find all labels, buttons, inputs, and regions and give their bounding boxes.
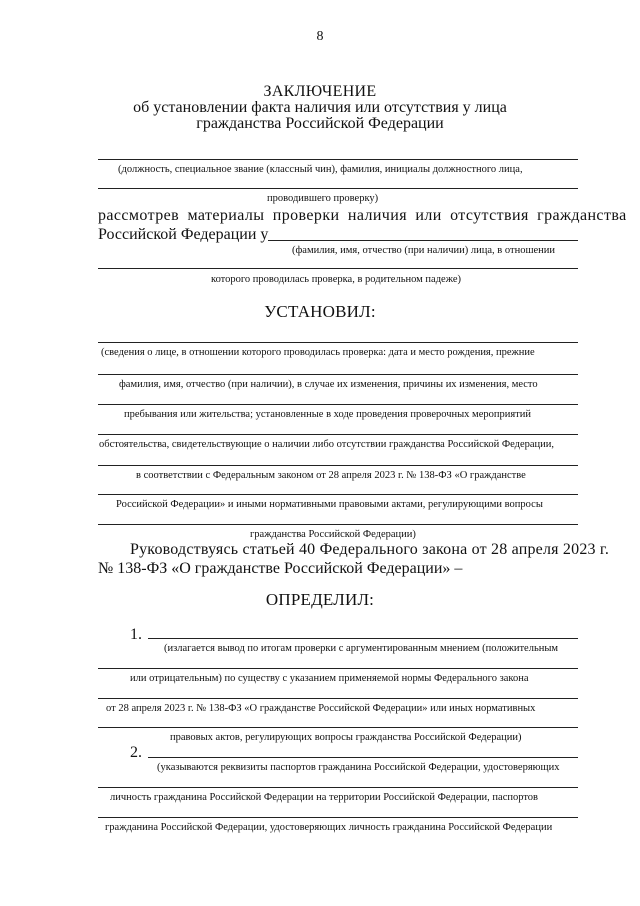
document-subtitle-line-1: об установлении факта наличия или отсутствия у лица [133, 99, 507, 116]
established-caption-6: Российской Федерации» и иными нормативными правовыми актами, регулирующими вопросы [116, 499, 543, 510]
official-caption-line-1: (должность, специальное звание (классный чин), фамилия, инициалы должностного лица, [118, 164, 523, 175]
established-fill-line-6 [98, 494, 578, 495]
item-2-number: 2. [130, 744, 142, 761]
established-fill-line-2 [98, 374, 578, 375]
established-caption-1: (сведения о лице, в отношении которого проводилась проверка: дата и место рождения, прежние [101, 347, 535, 358]
item-2-fill-line-1 [148, 757, 578, 758]
person-caption-line-1: (фамилия, имя, отчество (при наличии) лица, в отношении [292, 245, 556, 256]
established-fill-line-3 [98, 404, 578, 405]
item-1-number: 1. [130, 626, 142, 643]
established-heading: УСТАНОВИЛ: [264, 302, 376, 321]
person-caption-line-2: которого проводилась проверка, в родительном падеже) [211, 274, 461, 285]
item-1-caption-2: или отрицательным) по существу с указанием применяемой нормы Федерального закона [130, 673, 529, 684]
established-caption-2: фамилия, имя, отчество (при наличии), в случае их изменения, причины их изменения, место [119, 379, 538, 390]
item-1-fill-line-3 [98, 698, 578, 699]
review-text-line-1: рассмотрев материалы проверки наличия или отсутствия гражданства [98, 207, 627, 224]
determined-heading: ОПРЕДЕЛИЛ: [265, 590, 375, 609]
item-1-fill-line-2 [98, 668, 578, 669]
document-subtitle-line-2: гражданства Российской Федерации [196, 115, 444, 132]
established-caption-4: обстоятельства, свидетельствующие о наличии либо отсутствии гражданства Российской Федерации, [99, 439, 555, 450]
official-fill-line [98, 159, 578, 160]
guided-text-line-1: Руководствуясь статьей 40 Федерального закона от 28 апреля 2023 г. [130, 541, 610, 558]
established-fill-line-1 [98, 342, 578, 343]
established-caption-5: в соответствии с Федеральным законом от 28 апреля 2023 г. № 138-ФЗ «О гражданстве [136, 470, 526, 481]
item-1-caption-3: от 28 апреля 2023 г. № 138-ФЗ «О гражданстве Российской Федерации» или иных нормативных [106, 703, 536, 714]
item-2-fill-line-2 [98, 787, 578, 788]
guided-text-line-2: № 138-ФЗ «О гражданстве Российской Федерации» – [98, 560, 463, 577]
item-1-caption-4: правовых актов, регулирующих вопросы гражданства Российской Федерации) [170, 732, 522, 743]
item-1-fill-line-1 [148, 638, 578, 639]
page-number: 8 [316, 29, 324, 44]
item-2-caption-1: (указываются реквизиты паспортов гражданина Российской Федерации, удостоверяющих [157, 762, 560, 773]
established-fill-line-5 [98, 465, 578, 466]
item-2-fill-line-3 [98, 817, 578, 818]
item-1-caption-1: (излагается вывод по итогам проверки с аргументированным мнением (положительным [164, 643, 559, 654]
established-caption-3: пребывания или жительства; установленные в ходе проведения проверочных мероприятий [124, 409, 532, 420]
document-title: ЗАКЛЮЧЕНИЕ [263, 83, 377, 100]
official-fill-line-2 [98, 188, 578, 189]
established-caption-7: гражданства Российской Федерации) [250, 529, 416, 540]
established-fill-line-4 [98, 434, 578, 435]
established-fill-line-7 [98, 524, 578, 525]
person-fill-line-2 [98, 268, 578, 269]
item-1-fill-line-4 [98, 727, 578, 728]
person-fill-line [268, 240, 578, 241]
item-2-caption-2: личность гражданина Российской Федерации на территории Российской Федерации, паспортов [110, 792, 539, 803]
item-2-caption-3: гражданина Российской Федерации, удостоверяющих личность гражданина Российской Федерации [105, 822, 553, 833]
official-caption-line-2: проводившего проверку) [267, 193, 379, 204]
review-text-line-2: Российской Федерации у [98, 226, 269, 243]
